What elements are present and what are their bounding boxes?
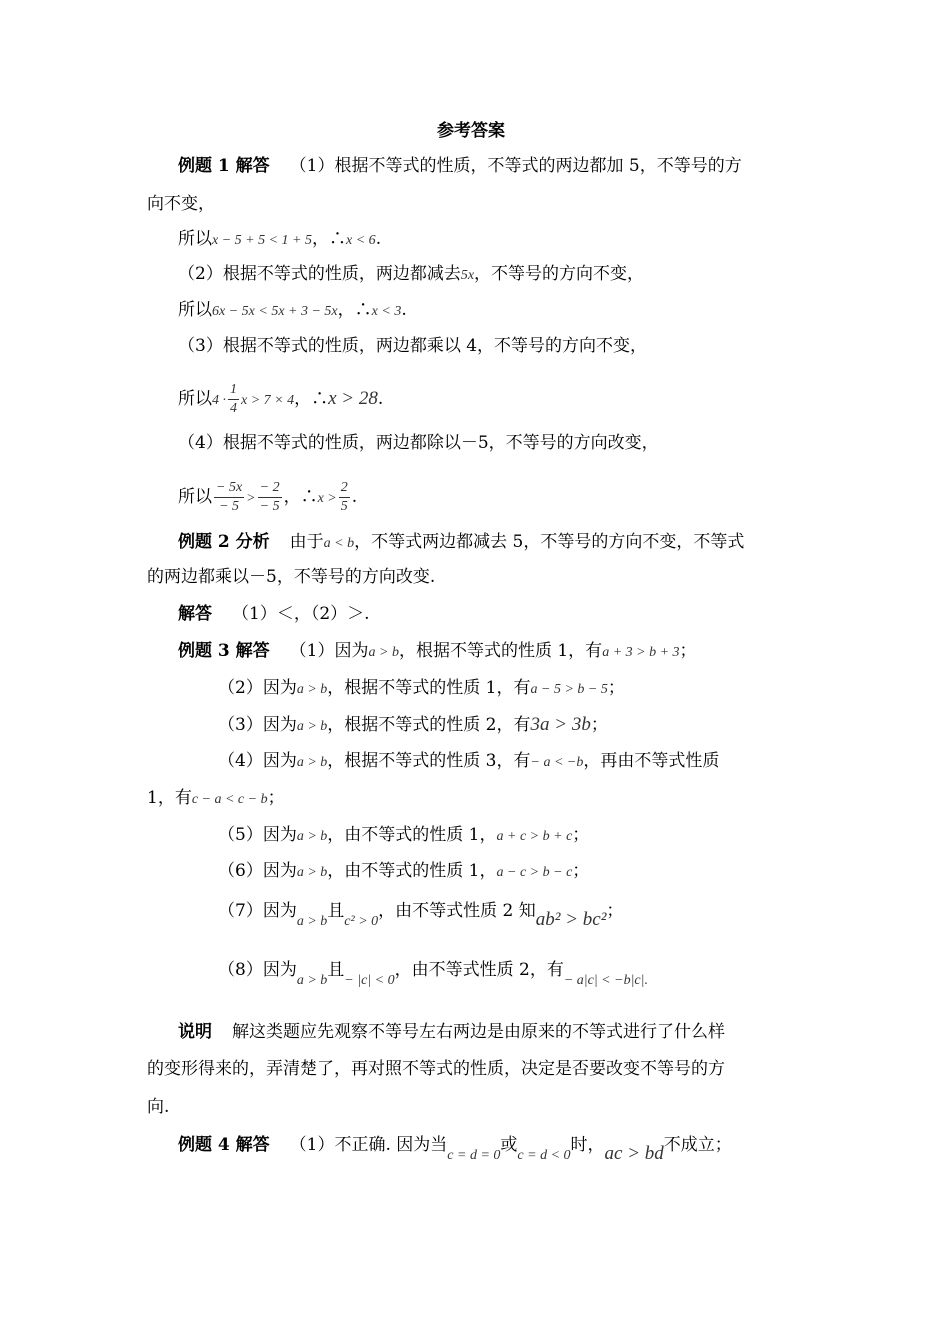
fraction-denominator: − 5 xyxy=(219,499,240,514)
text: ，根据不等式的性质 1，有 xyxy=(327,678,531,698)
text: ，由不等式的性质 1， xyxy=(327,825,497,845)
math-expression: a > b xyxy=(296,865,328,880)
example-3-item-5 xyxy=(218,823,589,849)
text: ，根据不等式的性质 1，有 xyxy=(398,641,603,661)
fraction-numerator: 1 xyxy=(228,381,239,400)
math-expression: a > b xyxy=(296,682,328,697)
example-1-part-4: （4）根据不等式的性质，两边都除以－5，不等号的方向改变， xyxy=(178,433,659,453)
text: （6）因为 xyxy=(218,861,297,881)
math-expression: x − 5 + 5 < 1 + 5 xyxy=(212,233,313,248)
example-2-analysis xyxy=(178,530,744,556)
example-3-item-6 xyxy=(218,859,589,885)
math-expression: a + c > b + c xyxy=(496,829,573,844)
note-heading: 说明 xyxy=(178,1022,212,1042)
text: 由于 xyxy=(289,532,324,552)
note-line-2: 的变形得来的，弄清楚了，再对照不等式的性质，决定是否要改变不等号的方 xyxy=(147,1059,725,1079)
text: （5）因为 xyxy=(218,825,297,845)
example-2-answer xyxy=(178,602,370,626)
example-4-heading: 例题 4 解答 xyxy=(178,1135,270,1155)
text: . xyxy=(375,229,382,249)
fraction xyxy=(214,479,244,516)
fraction-numerator: − 2 xyxy=(258,479,282,498)
text: （2）因为 xyxy=(218,678,297,698)
example-2-analysis-cont: 的两边都乘以－5，不等号的方向改变. xyxy=(147,567,436,587)
math-expression: 3a > 3b xyxy=(530,714,591,735)
math-expression: c = d = 0 xyxy=(447,1148,501,1163)
text: ； xyxy=(572,825,590,845)
text: （1）不正确. 因为当 xyxy=(289,1135,448,1155)
text: 所以 xyxy=(178,389,212,409)
text: ； xyxy=(679,641,697,661)
math-expression: − a|c| < −b|c|. xyxy=(563,973,648,988)
text: ，不等号的方向不变， xyxy=(474,264,645,284)
example-1-line-4 xyxy=(178,479,357,516)
example-1-part-2 xyxy=(178,262,644,288)
math-expression: c = d < 0 xyxy=(517,1148,571,1163)
example-1-intro-cont: 向不变， xyxy=(147,194,215,214)
text: （1）根据不等式的性质，不等式的两边都加 5，不等号的方 xyxy=(289,156,742,176)
fraction-numerator: − 5x xyxy=(214,479,244,498)
math-expression: a < b xyxy=(323,536,355,551)
text: 且 xyxy=(327,901,345,921)
math-expression: a > b xyxy=(296,719,328,734)
text: ，∴ xyxy=(337,300,372,320)
math-expression: 6x − 5x < 5x + 3 − 5x xyxy=(212,304,338,319)
text: ，由不等式性质 2，有 xyxy=(394,960,564,980)
math-expression: a − c > b − c xyxy=(496,865,573,880)
math-expression: a > b xyxy=(296,755,328,770)
page-title: 参考答案 xyxy=(437,121,505,141)
text: ，根据不等式的性质 2，有 xyxy=(327,715,531,735)
text: （2）根据不等式的性质，两边都减去 xyxy=(178,264,461,284)
example-1-line-1 xyxy=(178,227,381,253)
example-3-item-1 xyxy=(178,639,697,665)
text: ，由不等式的性质 1， xyxy=(327,861,497,881)
text: ，再由不等式性质 xyxy=(583,751,720,771)
text: 或 xyxy=(500,1135,518,1155)
math-expression: ab² > bc² xyxy=(535,909,607,930)
text: ，∴ xyxy=(312,229,347,249)
text: ； xyxy=(590,715,608,735)
example-4-item-1 xyxy=(178,1133,732,1164)
answer-heading: 解答 xyxy=(178,604,212,624)
math-expression: ac > bd xyxy=(604,1143,664,1164)
math-expression: x < 3 xyxy=(371,304,402,319)
math-expression: x > 7 × 4 xyxy=(241,393,295,408)
math-expression: a > b xyxy=(368,645,399,660)
text: （4）因为 xyxy=(218,751,297,771)
text: ； xyxy=(606,901,624,921)
math-expression: a > b xyxy=(296,914,328,929)
math-expression: x > 28 xyxy=(328,388,378,409)
text: ，根据不等式的性质 3，有 xyxy=(327,751,531,771)
example-3-item-7 xyxy=(218,899,624,930)
math-expression: − a < −b xyxy=(530,755,584,770)
example-3-item-4-cont xyxy=(147,786,285,812)
text: ，由不等式性质 2 知 xyxy=(378,901,536,921)
math-expression: a > b xyxy=(296,973,328,988)
example-3-heading: 例题 3 解答 xyxy=(178,641,270,661)
math-expression: a − 5 > b − 5 xyxy=(530,682,608,697)
example-2-heading: 例题 2 分析 xyxy=(178,532,270,552)
text: ，不等式两边都减去 5，不等号的方向不变，不等式 xyxy=(354,532,745,552)
math-expression: a > b xyxy=(296,829,328,844)
fraction xyxy=(228,381,239,418)
text: . xyxy=(351,487,358,507)
math-expression: a + 3 > b + 3 xyxy=(602,645,680,660)
example-3-item-3 xyxy=(218,713,608,739)
fraction-denominator: 5 xyxy=(340,499,348,514)
fraction-denominator: − 5 xyxy=(259,499,280,514)
fraction xyxy=(339,479,350,516)
fraction-denominator: 4 xyxy=(230,401,237,416)
math-expression: − |c| < 0 xyxy=(344,973,395,988)
math-expression: > xyxy=(246,491,256,506)
text: ，∴ xyxy=(294,389,329,409)
example-1-line-2 xyxy=(178,298,407,324)
math-expression: c − a < c − b xyxy=(191,792,268,807)
example-1-part-3: （3）根据不等式的性质，两边都乘以 4，不等号的方向不变， xyxy=(178,336,648,356)
fraction-numerator: 2 xyxy=(339,479,350,498)
example-1-intro xyxy=(178,154,742,178)
math-expression: 5x xyxy=(460,268,475,283)
note-line-1 xyxy=(178,1020,725,1044)
text: 且 xyxy=(327,960,345,980)
text: ； xyxy=(607,678,625,698)
text: 时， xyxy=(570,1135,605,1155)
text: 所以 xyxy=(178,229,212,249)
text: . xyxy=(377,389,384,409)
example-3-item-2 xyxy=(218,676,625,702)
text: （1）因为 xyxy=(289,641,369,661)
text: ； xyxy=(267,788,285,808)
text: （3）因为 xyxy=(218,715,297,735)
text: 所以 xyxy=(178,487,212,507)
text: . xyxy=(401,300,407,320)
fraction xyxy=(258,479,282,516)
example-1-heading: 例题 1 解答 xyxy=(178,156,270,176)
text: ，∴ xyxy=(283,487,318,507)
text: 所以 xyxy=(178,300,212,320)
math-expression: x < 6 xyxy=(346,233,376,248)
text: （1）＜，（2）＞. xyxy=(232,604,370,624)
math-expression: x > xyxy=(317,491,337,506)
example-1-line-3 xyxy=(178,381,383,418)
math-expression: 4 · xyxy=(212,393,226,408)
text: （8）因为 xyxy=(218,960,297,980)
math-expression: c² > 0 xyxy=(344,914,379,929)
example-3-item-4 xyxy=(218,749,719,775)
note-line-3: 向. xyxy=(147,1097,170,1117)
text: ； xyxy=(572,861,590,881)
text: 1，有 xyxy=(147,788,192,808)
text: （7）因为 xyxy=(218,901,297,921)
example-3-item-8 xyxy=(218,958,648,988)
text: 不成立； xyxy=(663,1135,732,1155)
text: 解这类题应先观察不等号左右两边是由原来的不等式进行了什么样 xyxy=(232,1022,725,1042)
